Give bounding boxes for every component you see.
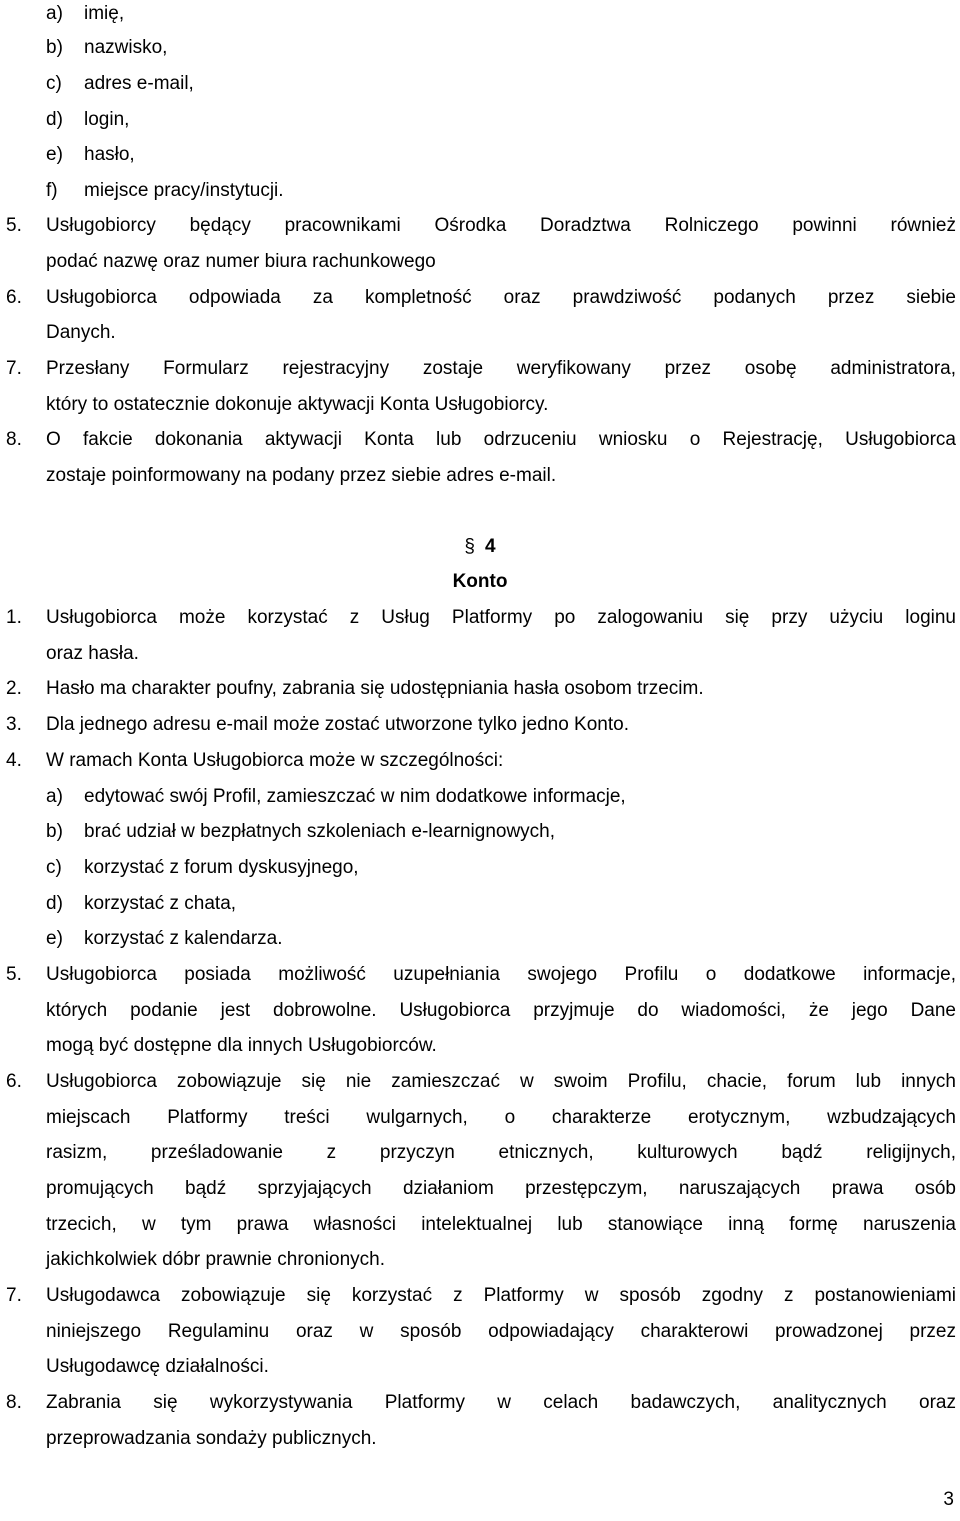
- item-text-line: W ramach Konta Usługobiorca może w szczególności:: [46, 750, 504, 771]
- list-letter: c): [46, 73, 62, 94]
- list-letter: d): [46, 109, 63, 130]
- item-text-line: Usługodawca zobowiązuje się korzystać z Platformy w sposób zgodny z postanowieniami: [46, 1285, 956, 1306]
- item-text-line: rasizm, prześladowanie z przyczyn etnicznych, kulturowych bądź religijnych,: [46, 1142, 956, 1163]
- list-text: korzystać z forum dyskusyjnego,: [84, 857, 359, 878]
- item-text-line: Dla jednego adresu e-mail może zostać utworzone tylko jedno Konto.: [46, 714, 629, 735]
- section-sign: §: [464, 536, 475, 557]
- list-text: edytować swój Profil, zamieszczać w nim dodatkowe informacje,: [84, 786, 626, 807]
- item-number: 2.: [6, 678, 22, 699]
- item-text-line: których podanie jest dobrowolne. Usługobiorca przyjmuje do wiadomości, że jego Dane: [46, 1000, 956, 1021]
- item-text-line: oraz hasła.: [46, 643, 139, 664]
- list-letter: d): [46, 893, 63, 914]
- item-number: 5.: [6, 964, 22, 985]
- item-text-line: promujących bądź sprzyjających działaniom przestępczym, naruszających prawa osób: [46, 1178, 956, 1199]
- item-text-line: przeprowadzania sondaży publicznych.: [46, 1428, 377, 1449]
- list-letter: a): [46, 786, 63, 807]
- list-text: korzystać z kalendarza.: [84, 928, 283, 949]
- list-letter: e): [46, 928, 63, 949]
- list-letter: e): [46, 144, 63, 165]
- item-text-line: O fakcie dokonania aktywacji Konta lub odrzuceniu wniosku o Rejestrację, Usługobiorca: [46, 429, 956, 450]
- item-number: 6.: [6, 287, 22, 308]
- item-number: 7.: [6, 1285, 22, 1306]
- item-text-line: Usługobiorcy będący pracownikami Ośrodka Doradztwa Rolniczego powinni również: [46, 215, 956, 236]
- item-text-line: Usługobiorca zobowiązuje się nie zamieszczać w swoim Profilu, chacie, forum lub innych: [46, 1071, 956, 1092]
- item-number: 1.: [6, 607, 22, 628]
- list-text: brać udział w bezpłatnych szkoleniach e-learnignowych,: [84, 821, 556, 842]
- list-letter: b): [46, 37, 63, 58]
- item-text-line: Danych.: [46, 322, 116, 343]
- list-text: hasło,: [84, 144, 135, 165]
- list-text: adres e-mail,: [84, 73, 194, 94]
- item-text-line: Zabrania się wykorzystywania Platformy w celach badawczych, analitycznych oraz: [46, 1392, 956, 1413]
- list-text: korzystać z chata,: [84, 893, 237, 914]
- item-text-line: Usługodawcę działalności.: [46, 1356, 269, 1377]
- item-text-line: Przesłany Formularz rejestracyjny zostaje weryfikowany przez osobę administratora,: [46, 358, 956, 379]
- item-text-line: miejscach Platformy treści wulgarnych, o charakterze erotycznym, wzbudzających: [46, 1107, 956, 1128]
- section-title: Konto: [452, 571, 508, 592]
- section-number-value: 4: [485, 536, 496, 557]
- item-text-line: mogą być dostępne dla innych Usługobiorców.: [46, 1035, 437, 1056]
- item-text-line: zostaje poinformowany na podany przez siebie adres e-mail.: [46, 465, 557, 486]
- item-text-line: który to ostatecznie dokonuje aktywacji Konta Usługobiorcy.: [46, 394, 549, 415]
- list-text: nazwisko,: [84, 37, 168, 58]
- item-text-line: Hasło ma charakter poufny, zabrania się udostępniania hasła osobom trzecim.: [46, 678, 704, 699]
- item-text-line: Usługobiorca może korzystać z Usług Platformy po zalogowaniu się przy użyciu loginu: [46, 607, 956, 628]
- item-text-line: trzecich, w tym prawa własności intelektualnej lub stanowiące inną formę naruszenia: [46, 1214, 956, 1235]
- list-letter: f): [46, 180, 58, 201]
- list-text: miejsce pracy/instytucji.: [84, 180, 284, 201]
- list-text: login,: [84, 109, 130, 130]
- section-number: [0, 535, 960, 559]
- item-text-line: jakichkolwiek dóbr prawnie chronionych.: [46, 1249, 386, 1270]
- list-letter: c): [46, 857, 62, 878]
- item-text-line: Usługobiorca odpowiada za kompletność oraz prawdziwość podanych przez siebie: [46, 287, 956, 308]
- item-number: 5.: [6, 215, 22, 236]
- list-letter: a): [46, 3, 63, 24]
- item-number: 4.: [6, 750, 22, 771]
- list-text: imię,: [84, 3, 125, 24]
- list-letter: b): [46, 821, 63, 842]
- item-text-line: niniejszego Regulaminu oraz w sposób odpowiadający charakterowi prowadzonej przez: [46, 1321, 956, 1342]
- item-number: 3.: [6, 714, 22, 735]
- item-number: 7.: [6, 358, 22, 379]
- item-number: 6.: [6, 1071, 22, 1092]
- item-text-line: Usługobiorca posiada możliwość uzupełniania swojego Profilu o dodatkowe informacje,: [46, 964, 956, 985]
- item-number: 8.: [6, 1392, 22, 1413]
- page-number: 3: [943, 1489, 954, 1510]
- item-number: 8.: [6, 429, 22, 450]
- item-text-line: podać nazwę oraz numer biura rachunkowego: [46, 251, 436, 272]
